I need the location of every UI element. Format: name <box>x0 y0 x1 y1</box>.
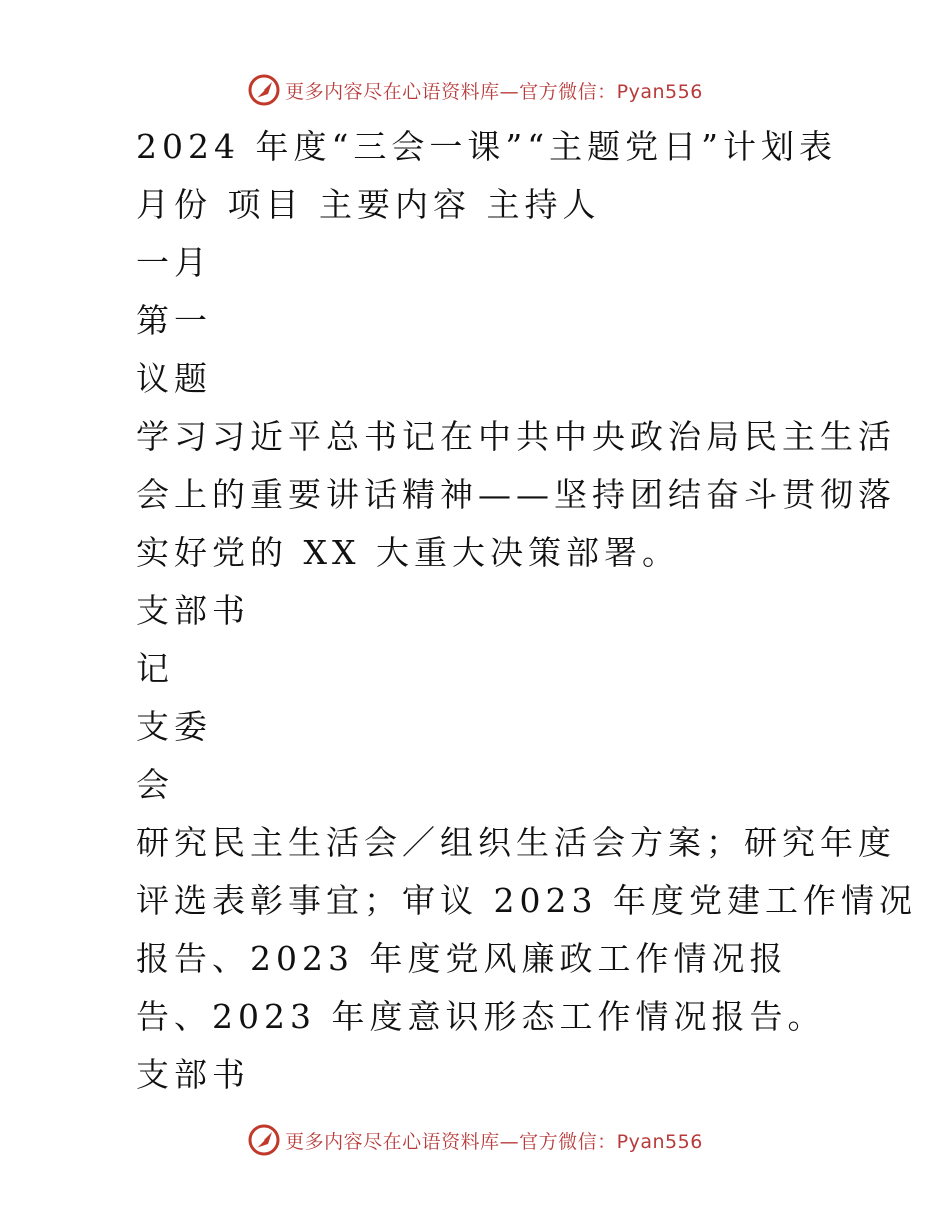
text-line: 研究民主生活会／组织生活会方案；研究年度 <box>136 823 896 862</box>
text-line: 记 <box>136 649 174 688</box>
text-line: 告、2023 年度意识形态工作情况报告。 <box>136 997 826 1036</box>
quill-logo-icon <box>247 1123 281 1157</box>
text-line: 会 <box>136 765 174 804</box>
document-title: 2024 年度“三会一课”“主题党日”计划表 <box>136 127 837 166</box>
text-line: 议题 <box>136 359 212 398</box>
text-line: 学习习近平总书记在中共中央政治局民主生活 <box>136 417 896 456</box>
document-body <box>136 118 917 1104</box>
text-line: 第一 <box>136 301 212 340</box>
text-line: 报告、2023 年度党风廉政工作情况报 <box>136 939 788 978</box>
header-watermark <box>0 70 950 110</box>
text-line: 评选表彰事宜；审议 2023 年度党建工作情况 <box>136 881 917 920</box>
footer-watermark <box>0 1120 950 1160</box>
text-line: 支委 <box>136 707 212 746</box>
watermark-text: 更多内容尽在心语资料库—官方微信：Pyan556 <box>285 1130 703 1153</box>
text-line: 会上的重要讲话精神——坚持团结奋斗贯彻落 <box>136 475 896 514</box>
text-line: 支部书 <box>136 591 250 630</box>
watermark-text: 更多内容尽在心语资料库—官方微信：Pyan556 <box>285 80 703 103</box>
text-line: 实好党的 XX 大重大决策部署。 <box>136 533 680 572</box>
quill-logo-icon <box>247 73 281 107</box>
table-header-row: 月份 项目 主要内容 主持人 <box>136 185 601 224</box>
text-line: 支部书 <box>136 1055 250 1094</box>
text-line: 一月 <box>136 243 212 282</box>
